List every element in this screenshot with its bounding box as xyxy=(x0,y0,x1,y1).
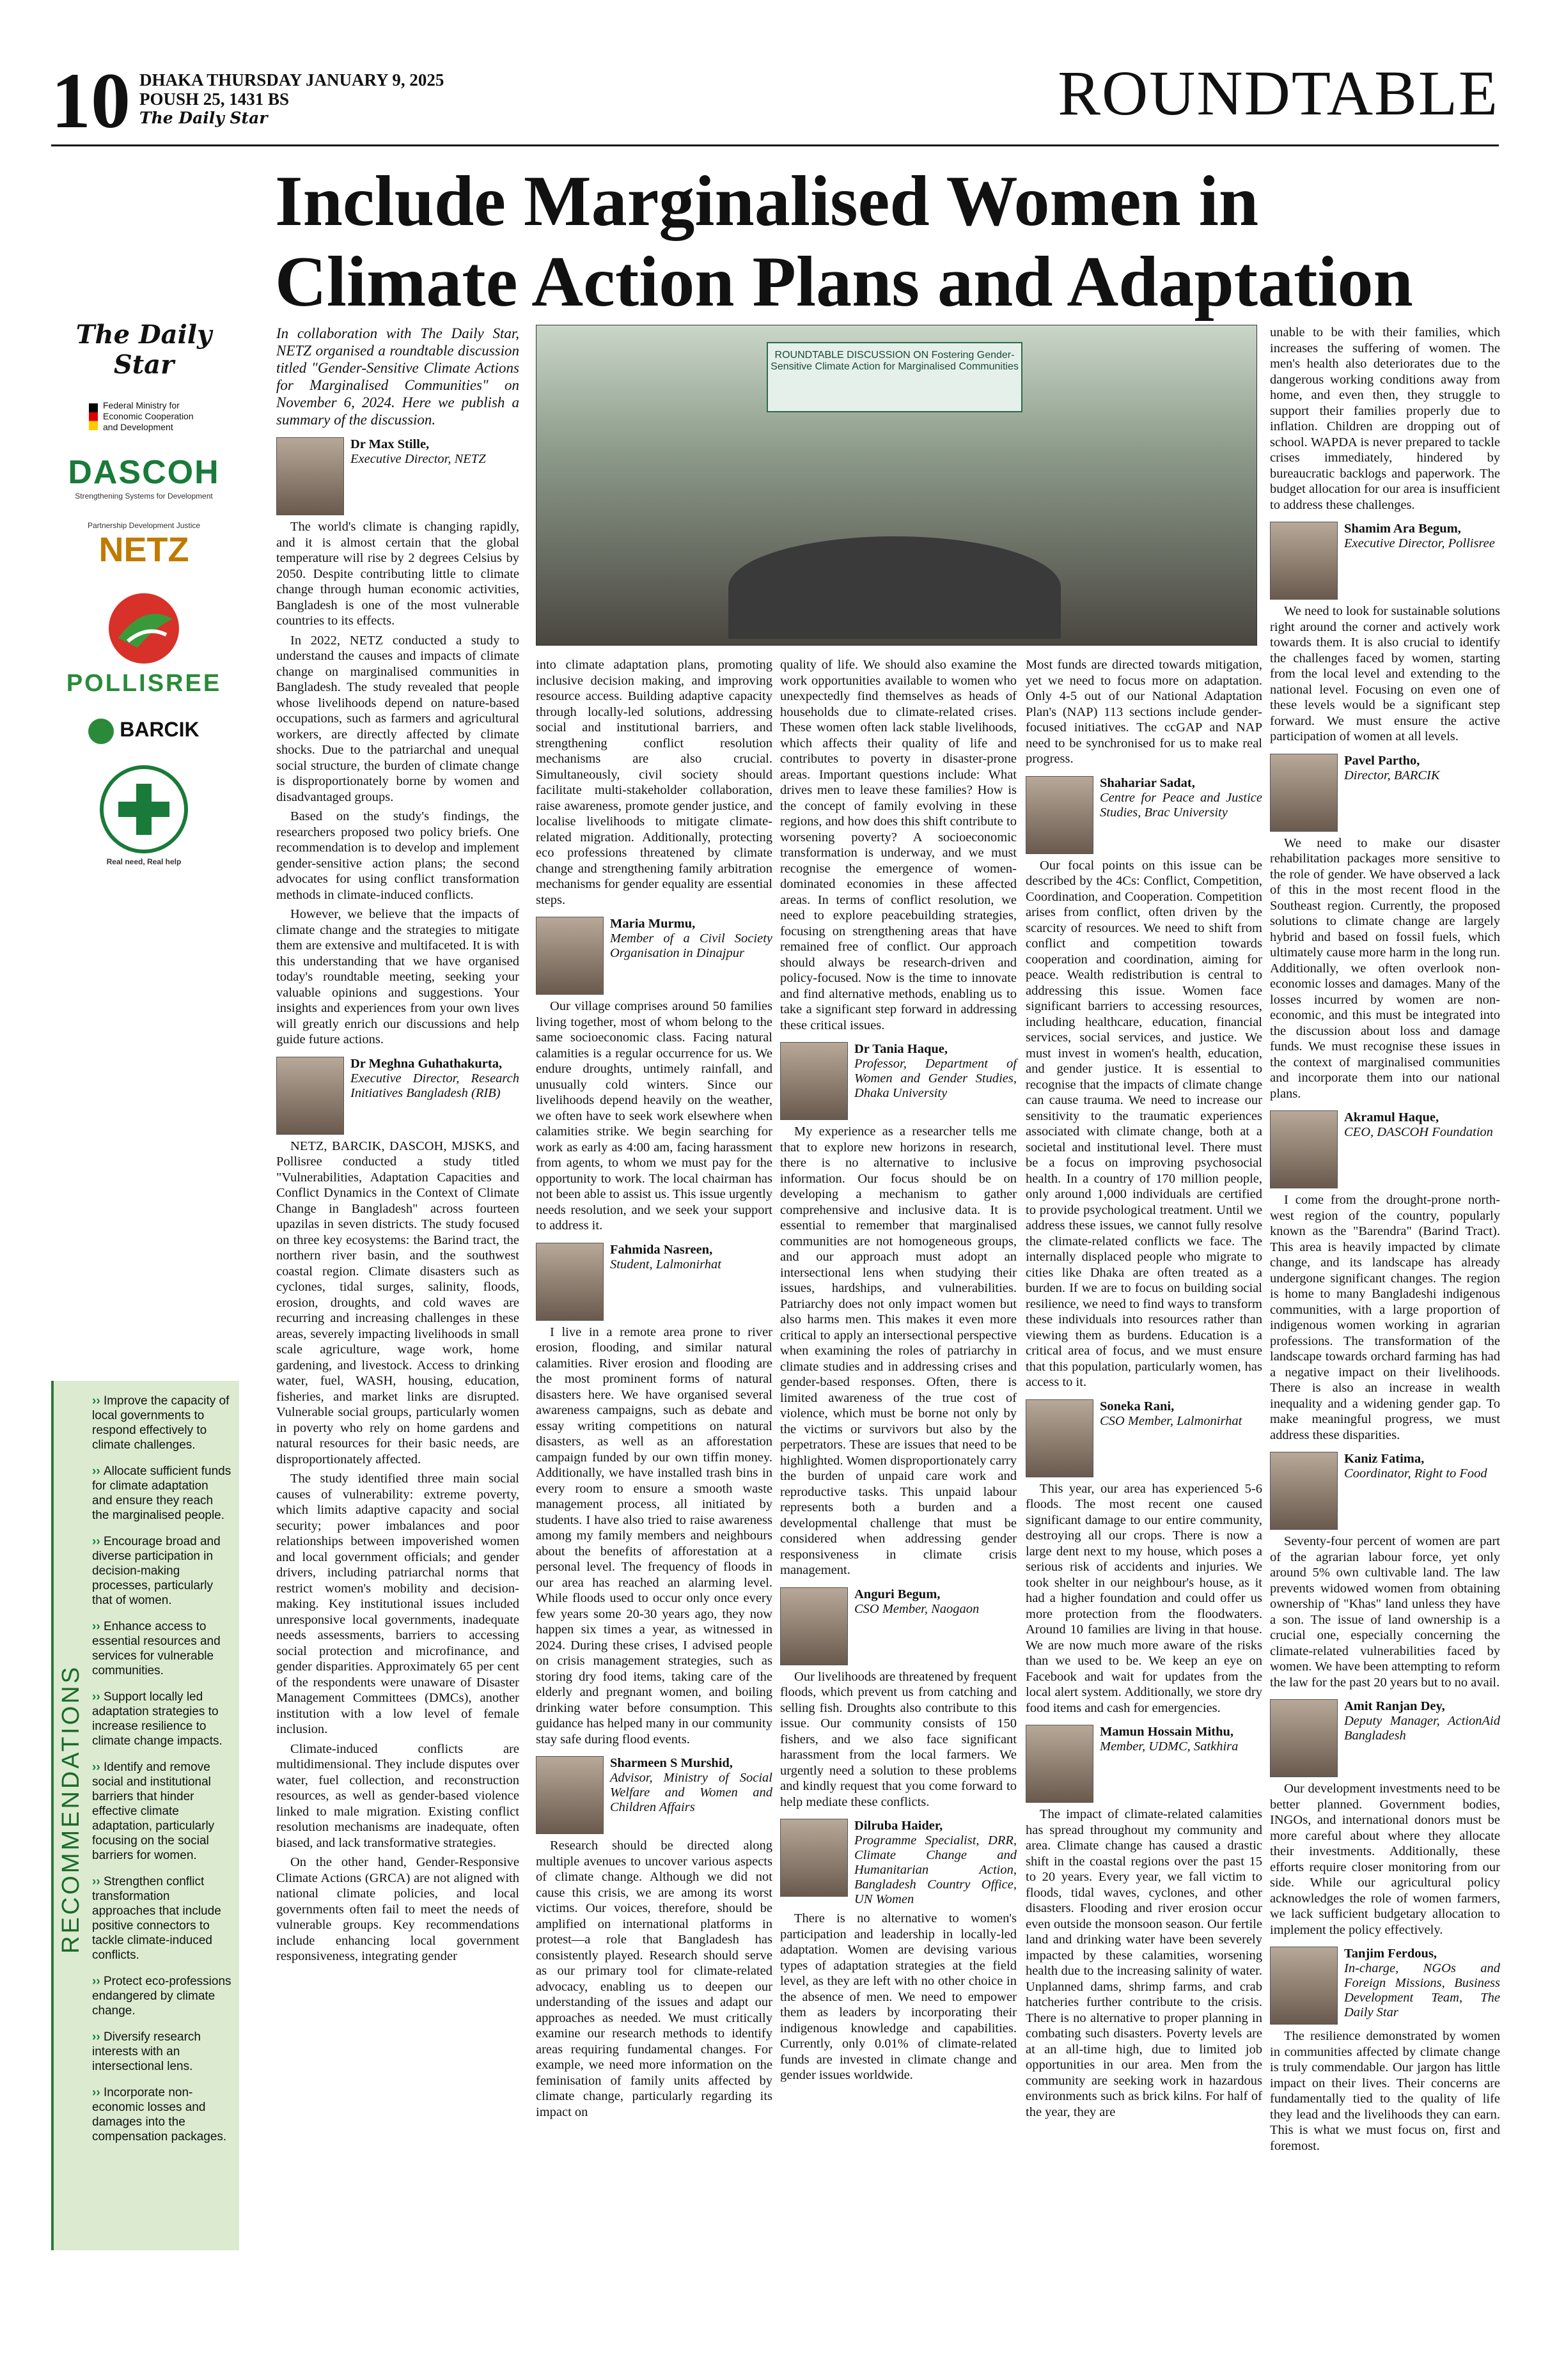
paragraph: The impact of climate-related calamities has spread throughout my community and area. Climate change has caused a drastic shift in the coastal regions over the past 15 to 20 years. Every year, we fall victim to floods, tidal waves, cyclones, and other disasters. Flooding and river erosion occur even outside the monsoon season. Our fertile land and drinking water have been severely impacted by these calamities, worsening health due to the increasing salinity of water. Unplanned dams, shrimp farms, and crab hatcheries further contribute to the crisis. There is no alternative to proper planning in combating such disasters. Poverty levels are at an all-time high, due to limited job opportunities in our area. Men from the community are seeking work in hazardous environments such as brick kilns. For half of the year, they are xyxy=(1026,1807,1262,2119)
speaker-photo xyxy=(536,1243,604,1321)
recommendations-list xyxy=(92,1394,231,2156)
paragraph: NETZ, BARCIK, DASCOH, MJSKS, and Pollisree conducted a study titled "Vulnerabilities, Adaptation Capacities and Conflict Dynamics in the Context of Climate Change in Bangladesh" across fourteen upazilas in seven districts. The study focused on three key ecosystems: the Barind tract, the northern river basin, and the southwest coastal region. Climate disasters such as cyclones, tidal surges, salinity, floods, erosion, droughts, and cold waves are recurring and increasing challenges in these areas, severely impacting livelihoods in small scale agriculture, wage work, home gardening, and livestock. Access to drinking water, fuel, WASH, housing, education, fisheries, and market links are disrupted. Vulnerable social groups, particularly women in poverty who rely on home gardens and natural resources for their basic needs, are disproportionately affected. xyxy=(276,1139,519,1466)
paragraph: Research should be directed along multiple avenues to uncover various aspects of climate change. Although we did not cause this crisis, we are among its worst victims. Our voices, therefore, should be amplified on international platforms in protest—a role that Bangladesh has consistently played. Research should serve as our primary tool for climate-related advocacy, enabling us to deepen our understanding of the issues and adapt our approaches as needed. We must critically examine our research methods to identify areas requiring fundamental changes. For example, we need more information on the feminisation of family units affected by climate change, particularly regarding its impact on xyxy=(536,1839,772,2119)
list-item: ›› Identify and remove social and institutional barriers that hinder effective climate adaptation, particularly focusing on the social barriers for women. xyxy=(92,1761,215,1862)
chevron-right-icon: ›› xyxy=(92,2086,104,2099)
paragraph: The study identified three main social causes of vulnerability: extreme poverty, which limits adaptive capacity and social security; power imbalances and poor relationships between impoverished women and local government officials; and gender drivers, including patriarchal norms that restrict women's mobility and decision-making. Key institutional issues included unresponsive local governments, inadequate needs assessments, barriers to accessing social protection and microfinance, and gender disparities. Approximately 65 per cent of the respondents were unaware of Disaster Management Committees (DMCs), another institution with a low level of female inclusion. xyxy=(276,1472,519,1736)
paragraph: unable to be with their families, which increases the suffering of women. The men's health also deteriorates due to the dangerous working conditions away from home, and even then, they struggle to support their families properly due to inflation. Children are dropping out of school. WAPDA is never prepared to tackle crises immediately, hindered by bureaucratic backlogs and paperwork. The budget allocation for our area is insufficient to address these challenges. xyxy=(1270,325,1500,512)
chevron-right-icon: ›› xyxy=(92,1875,104,1888)
paragraph: On the other hand, Gender-Responsive Climate Actions (GRCA) are not aligned with national climate policies, and local governments often fail to meet the needs of vulnerable groups. Key recommendations include enhancing local government responsiveness, integrating gender xyxy=(276,1855,519,1963)
bmz-logo: Federal Ministry for Economic Cooperation and Development xyxy=(51,400,237,433)
paragraph: Our development investments need to be better planned. Government bodies, INGOs, and international donors must be more careful about where they allocate their investments. Additionally, these efforts require closer monitoring from our side. While our agricultural policy acknowledges the role of women farmers, we lack sufficient budgetary allocation to implement the policy effectively. xyxy=(1270,1782,1500,1937)
paragraph: quality of life. We should also examine the work opportunities available to women who unexpectedly find themselves as heads of households due to climate-related crises. These women often lack stable livelihoods, which affects their quality of life and contributes to poverty in disaster-prone areas. Important questions include: What drives men to leave these families? How is the concept of family evolving in these regions, and how does this shift contribute to worsening poverty? A socioeconomic transformation is underway, and we must recognise the emergence of women-dominated economies in these affected areas. In terms of conflict resolution, we need to explore peacebuilding strategies, focusing on strengthening areas that have remained free of conflict. Our approach should always be research-driven and policy-focused. Now is the time to innovate and find alternative methods, enabling us to take a significant step forward in addressing these critical issues. xyxy=(780,658,1017,1032)
paragraph: I live in a remote area prone to river erosion, flooding, and similar natural calamities. River erosion and flooding are the most prominent forms of natural disasters here. We have organised several awareness campaigns, such as debate and essay writing competitions on natural disasters, as well as an afforestation campaign funded by our own tiffin money. Additionally, we have installed trash bins in every room to ensure a smooth waste management process, all initiated by students. I have also tried to raise awareness among my family members and neighbours about the benefits of afforestation at a personal level. The frequency of floods in our area has reached an alarming level. While floods used to occur only once every few years some 20-30 years ago, they now happen six times a year, as witnessed in 2024. During these crises, I advised people on crisis management strategies, such as storing dry food items, taking care of the elderly and pregnant women, and boiling drinking water before consumption. This guidance has helped many in our community stay safe during flood events. xyxy=(536,1325,772,1746)
speaker-header: Dr Meghna Guhathakurta, Executive Director, Research Initiatives Bangladesh (RIB) xyxy=(276,1057,519,1135)
paragraph: Most funds are directed towards mitigation, yet we need to focus more on adaptation. Only 4-5 out of our National Adaptation Plan's (NAP) 113 sections include gender-focused initiatives. The ccGAP and NAP need to be synchronised for us to make real progress. xyxy=(1026,658,1262,766)
paragraph: Our focal points on this issue can be described by the 4Cs: Conflict, Competition, Coordination, and Cooperation. Competition arises from conflict, often driven by the scarcity of resources. We need to shift from conflict and competition towards cooperation and coordination, aiming for peace. Wealth redistribution is central to addressing this issue. Women face significant barriers to accessing resources, including healthcare, education, financial services, social services, and justice. We must invest in women's health, education, and gender justice. It is essential to recognise that the impacts of climate change can cause trauma. We need to increase our sensitivity to the traumatic experiences associated with climate change, both at a societal and institutional level. There must be a focus on improving psychosocial health. In a country of 170 million people, only around 1,000 individuals are certified to provide psychological treatment. Until we address these issues, we cannot fully resolve the climate-related conflicts we face. The internally displaced people who migrate to cities like Dhaka are often treated as a burden. If we are to focus on building social resilience, we need to find ways to transform these individuals into resources rather than viewing them as burdens. Education is a critical area of focus, and we must ensure that this population, particularly women, has access to it. xyxy=(1026,858,1262,1389)
paragraph: Our livelihoods are threatened by frequent floods, which prevent us from catching and selling fish. Droughts also contribute to this issue. Our community consists of 150 fishers, and we also face significant harassment from the local farmers. We urgently need a solution to these problems and kindly request that you come forward to help mediate these conflicts. xyxy=(780,1669,1017,1809)
list-item: ›› Encourage broad and diverse participation in decision-making processes, particularly that of women. xyxy=(92,1535,221,1607)
speaker-photo xyxy=(536,917,604,995)
speaker-photo xyxy=(1270,1699,1338,1777)
paragraph: My experience as a researcher tells me that to explore new horizons in research, there is no alternative to inclusive information. Our focus should be on developing a mechanism to gather comprehensive and inclusive data. It is essential to remember that marginalised communities are not homogeneous groups, and our approach must adopt an intersectional lens when studying their issues, hardships, and vulnerabilities. Patriarchy does not only impact women but also harms men. This makes it even more critical to apply an intersectional perspective when examining the roles of patriarchy in climate studies and in addressing crises and gender-based responses. Often, there is limited awareness of the true cost of violence, which must be borne not only by the victims or survivors but also by the perpetrators. These are issues that need to be highlighted. Women disproportionately carry the burden of unpaid care work and reproductive tasks. This unpaid labour represents both a burden and a developmental challenge that must be considered when addressing gender responsiveness in climate crisis management. xyxy=(780,1124,1017,1577)
paragraph: In 2022, NETZ conducted a study to understand the causes and impacts of climate change on marginalised communities in Bangladesh. The study revealed that people whose livelihoods depend on nature-based occupations, such as farmers and agricultural workers, are directly affected by climate shocks. Due to the patriarchal and unequal social structure, the burden of climate change is disproportionately borne by women and disadvantaged groups. xyxy=(276,633,519,804)
barcik-logo: BARCIK xyxy=(51,718,237,744)
speaker-photo xyxy=(1026,776,1093,854)
paragraph: This year, our area has experienced 5-6 floods. The most recent one caused significant damage to our entire community, destroying all our crops. There is now a large dent next to my house, which poses a serious risk of accidents and injuries. We took shelter in our neighbour's house, as it had a higher foundation and could offer us more protection from the floodwaters. Around 10 families are living in that house. We are now much more aware of the risks than we used to be. We keep an eye on Facebook and wait for updates from the local alert system. Additionally, we store dry food items and cash for emergencies. xyxy=(1026,1481,1262,1715)
conference-table xyxy=(728,536,1061,639)
sponsor-sidebar xyxy=(51,320,237,2340)
recommendations-title: RECOMMENDATIONS xyxy=(58,1665,84,1954)
date-block xyxy=(139,70,444,128)
list-item: ›› Incorporate non-economic losses and damages into the compensation packages. xyxy=(92,2086,227,2143)
chevron-right-icon: ›› xyxy=(92,1465,104,1478)
header-rule xyxy=(51,144,1499,146)
chevron-right-icon: ›› xyxy=(92,1975,104,1988)
chevron-right-icon: ›› xyxy=(92,1690,104,1704)
netz-logo: Partnership Development Justice NETZ xyxy=(87,521,201,569)
german-flag-icon xyxy=(89,403,98,430)
dascoh-logo: DASCOH Strengthening Systems for Development xyxy=(68,454,220,501)
bengali-date: POUSH 25, 1431 BS xyxy=(139,89,290,109)
list-item: ›› Support locally led adaptation strategies to increase resilience to climate change impacts. xyxy=(92,1690,223,1748)
speaker-photo xyxy=(276,1057,344,1135)
pollisree-logo: POLLISREE xyxy=(51,590,237,697)
barcik-emblem-icon xyxy=(88,719,114,744)
roundtable-photo xyxy=(536,325,1257,646)
list-item: ›› Protect eco-professions endangered by climate change. xyxy=(92,1975,231,2018)
speaker-header: Dr Max Stille, Executive Director, NETZ xyxy=(276,437,519,515)
paragraph: Our village comprises around 50 families living together, most of whom belong to the same socioeconomic class. Facing natural calamities is a regular occurrence for us. We endure droughts, untimely rainfall, and unusually cold winters. Since our livelihoods depend heavily on the weather, we often have to seek work elsewhere when calamities strike. We begin searching for work as early as 4:00 am, facing harassment from agents, to whom we must pay for the opportunity to work. The local chairman has not been able to assist us. This issue urgently needs resolution, and we seek your support to address it. xyxy=(536,999,772,1233)
speaker-photo xyxy=(780,1819,848,1897)
paper-name: The Daily Star xyxy=(139,109,268,127)
speaker-photo xyxy=(1270,1947,1338,2025)
speaker-photo xyxy=(536,1756,604,1834)
paragraph: Based on the study's findings, the researchers proposed two policy briefs. One recommendation is to develop and implement gender-sensitive action plans; the second advocates for using conflict transformation methods in climate-induced conflicts. xyxy=(276,809,519,902)
speaker-photo xyxy=(1026,1725,1093,1803)
column-2: into climate adaptation plans, promoting inclusive decision making, and improving resource access. Building adaptive capacity through locally-led solutions, addressing social and institutional barriers, and strengthening conflict resolution mechanisms are also crucial. Simultaneously, civil society should facilitate multi-stakeholder collaboration, raise awareness, promote gender justice, and localise livelihoods to mitigate climate-related migration. Additionally, protecting eco professions threatened by climate change and strengthening family arbitration mechanisms for gender equality are essential steps. Maria Murmu, Member of a Civil Society Organisation in Dinajpur Our village comprises around 50 families living together, most of whom belong to the same socioeconomic class. Facing natural calamities is a regular occurrence for us. We endure droughts, untimely rainfall, and unusually cold winters. Since our livelihoods depend heavily on the weather, we often have to seek work elsewhere when calamities strike. We begin searching for work as early as 4:00 am, facing harassment from agents, to whom we must pay for the opportunity to work. The local chairman has not been able to assist us. This issue urgently needs resolution, and we seek your support to address it. Fahmida Nasreen, Student, Lalmonirhat I live in a remote area prone to river erosion, flooding, and similar natural calamities. River erosion and flooding are the most prominent forms of natural disasters here. We have organised several awareness campaigns, such as debate and essay writing competitions on natural disasters, as well as an afforestation campaign funded by our own tiffin money. Additionally, we have installed trash bins in every room to ensure a smooth waste management process, all initiated by students. I have also tried to raise awareness among my family members and neighbours about the benefits of afforestation at a personal level. The frequency of floods in our area has reached an alarming level. While floods used to occur only once every few years some 20-30 years ago, they now happen six times a year, as witnessed in 2024. During these crises, I advised people on crisis management strategies, such as storing dry food items, taking care of the elderly and pregnant women, and boiling drinking water before consumption. This guidance has helped many in our community stay safe during flood events. Sharmeen S Murshid, Advisor, Ministry of Social Welfare and Women and Children Affairs Research should be directed along multiple avenues to uncover various aspects of climate change. Although we did not cause this crisis, we are among its worst victims. Our voices, therefore, should be amplified on international platforms in protest—a role that Bangladesh has consistently played. Research should serve as our primary tool for climate-related advocacy, enabling us to deepen our understanding of the issues and adapt our approaches as needed. We must critically examine our research methods to identify areas requiring fundamental changes. For example, we need more information on the feminisation of family units affected by climate change, particularly regarding its impact on xyxy=(536,658,772,2119)
chevron-right-icon: ›› xyxy=(92,1535,104,1548)
list-item: ›› Strengthen conflict transformation approaches that include positive connectors to tackle climate-induced conflicts. xyxy=(92,1875,221,1962)
date-line: DHAKA THURSDAY JANUARY 9, 2025 xyxy=(139,70,444,89)
list-item: ›› Enhance access to essential resources and services for vulnerable communities. xyxy=(92,1620,221,1677)
column-4: Most funds are directed towards mitigation, yet we need to focus more on adaptation. Only 4-5 out of our National Adaptation Plan's (NAP) 113 sections include gender-focused initiatives. The ccGAP and NAP need to be synchronised for us to make real progress. Shahariar Sadat, Centre for Peace and Justice Studies, Brac University Our focal points on this issue can be described by the 4Cs: Conflict, Competition, Coordination, and Cooperation. Competition arises from conflict, often driven by the scarcity of resources. We need to shift from conflict and competition towards cooperation and coordination, aiming for peace. Wealth redistribution is central to addressing this issue. Women face significant barriers to accessing resources, including healthcare, education, financial services, social services, and justice. We must invest in women's health, education, and gender justice. It is essential to recognise that the impacts of climate change can cause trauma. We need to increase our sensitivity to the traumatic experiences associated with climate change, both at a societal and institutional level. There must be a focus on improving psychosocial health. In a country of 170 million people, only around 1,000 individuals are certified to provide psychological treatment. Until we address these issues, we cannot fully resolve the climate-related conflicts we face. The internally displaced people who migrate to cities like Dhaka are often treated as a burden. If we are to focus on building social resilience, we need to find ways to transform these individuals into resources rather than viewing them as burdens. Education is a critical area of focus, and we must ensure that this population, particularly women, has access to it. Soneka Rani, CSO Member, Lalmonirhat This year, our area has experienced 5-6 floods. The most recent one caused significant damage to our entire community, destroying all our crops. There is now a large dent next to my house, which poses a serious risk of accidents and injuries. We took shelter in our neighbour's house, as it had a higher foundation and could offer us more protection from the floodwaters. Around 10 families are living in that house. We are now much more aware of the risks than we used to be. We keep an eye on Facebook and wait for updates from the local alert system. Additionally, we store dry food items and cash for emergencies. Mamun Hossain Mithu, Member, UDMC, Satkhira The impact of climate-related calamities has spread throughout my community and area. Climate change has caused a drastic shift in the coastal regions over the past 15 to 20 years. Every year, we fall victim to floods, tidal waves, cyclones, and other disasters. Flooding and river erosion occur even outside the monsoon season. Our fertile land and drinking water have been severely impacted by these calamities, worsening health due to the increasing salinity of water. Unplanned dams, shrimp farms, and crab hatcheries further contribute to the crisis. There is no alternative to proper planning in combating such disasters. Poverty levels are at an all-time high, due to limited job opportunities in our area. Men from the community are seeking work in hazardous environments such as brick kilns. For half of the year, they are xyxy=(1026,658,1262,2119)
paragraph: I come from the drought-prone north-west region of the country, popularly known as the "Barendra" (Barind Tract). This area is heavily impacted by climate change, and its landscape has already undergone significant changes. The region is home to many Bangladeshi indigenous communities, with a large proportion of indigenous women working in agrarian professions. The transformation of the landscape towards orchard farming has had a negative impact on their livelihoods. There is also an increase in wealth inequality and a widening gender gap. To make meaningful progress, we must address these disparities. xyxy=(1270,1193,1500,1442)
paragraph: Climate-induced conflicts are multidimensional. They include disputes over water, fuel collection, and reconstruction resources, as well as gender-based violence linked to male migration. Existing conflict resolution mechanisms are inadequate, often biased, and lack transformative strategies. xyxy=(276,1741,519,1850)
paragraph: However, we believe that the impacts of climate change and the strategies to mitigate them are extensive and multifaceted. It is with this understanding that we have organised today's roundtable meeting, seeking your valuable opinions and suggestions. Your insights and experiences from your own lives will greatly enrich our discussions and help guide future actions. xyxy=(276,907,519,1046)
speaker-photo xyxy=(1026,1399,1093,1477)
mjsks-logo: Real need, Real help xyxy=(51,765,237,866)
paragraph: We need to look for sustainable solutions right around the corner and actively work towards them. It is also crucial to identify the challenges faced by women, starting from the local level and extending to the national level. Focusing on even one of these levels would be a significant step forward. We must ensure the active participation of women at all levels. xyxy=(1270,604,1500,743)
list-item: ›› Diversify research interests with an intersectional lens. xyxy=(92,2030,201,2073)
list-item: ›› Improve the capacity of local governments to respond effectively to climate challenges. xyxy=(92,1394,230,1452)
paragraph: The world's climate is changing rapidly, and it is almost certain that the global temperature will rise by 2 degrees Celsius by 2050. Despite contributing little to climate change through human economic activities, Bangladesh is one of the most vulnerable countries to its effects. xyxy=(276,520,519,628)
mjsks-emblem-icon xyxy=(99,765,189,854)
list-item: ›› Allocate sufficient funds for climate adaptation and ensure they reach the marginalised people. xyxy=(92,1465,231,1522)
bird-icon xyxy=(93,590,195,667)
paragraph: The resilience demonstrated by women in communities affected by climate change is truly commendable. Our jargon has little impact on their lives. Their concerns are fundamentally tied to the quality of life they lead and the livelihoods they can earn. This is what we must focus on, first and foremost. xyxy=(1270,2029,1500,2153)
event-banner: ROUNDTABLE DISCUSSION ON Fostering Gender-Sensitive Climate Action for Marginalised Communities xyxy=(767,342,1022,412)
column-1 xyxy=(276,325,519,1968)
speaker-photo xyxy=(1270,522,1338,600)
intro-text: In collaboration with The Daily Star, NETZ organised a roundtable discussion titled "Gender-Sensitive Climate Actions for Marginalised Communities" on November 6, 2024. Here we publish a summary of the discussion. xyxy=(276,325,519,428)
chevron-right-icon: ›› xyxy=(92,2030,104,2044)
page-number: 10 xyxy=(51,57,130,144)
chevron-right-icon: ›› xyxy=(92,1394,104,1408)
chevron-right-icon: ›› xyxy=(92,1620,104,1633)
speaker-photo xyxy=(780,1042,848,1120)
recommendations-box xyxy=(51,1381,239,2250)
speaker-photo xyxy=(276,437,344,515)
speaker-photo xyxy=(1270,1110,1338,1188)
column-3: quality of life. We should also examine the work opportunities available to women who unexpectedly find themselves as heads of households due to climate-related crises. These women often lack stable livelihoods, which affects their quality of life and contributes to poverty in disaster-prone areas. Important questions include: What drives men to leave these families? How is the concept of family evolving in these regions, and how does this shift contribute to worsening poverty? A socioeconomic transformation is underway, and we must recognise the emergence of women-dominated economies in these affected areas. In terms of conflict resolution, we need to explore peacebuilding strategies, focusing on strengthening areas that have remained free of conflict. Our approach should always be research-driven and policy-focused. Now is the time to innovate and find alternative methods, enabling us to take a significant step forward in addressing these critical issues. Dr Tania Haque, Professor, Department of Women and Gender Studies, Dhaka University My experience as a researcher tells me that to explore new horizons in research, there is no alternative to inclusive information. Our focus should be on developing a mechanism to gather comprehensive and inclusive data. It is essential to remember that marginalised communities are not homogeneous groups, and our approach must adopt an intersectional lens when studying their issues, hardships, and vulnerabilities. Patriarchy does not only impact women but also harms men. This makes it even more critical to apply an intersectional perspective when examining the roles of patriarchy in climate studies and in addressing crises and gender-based responses. Often, there is limited awareness of the true cost of violence, which must be borne not only by the victims or survivors but also by the perpetrators. These are issues that need to be highlighted. Women disproportionately carry the burden of unpaid care work and reproductive tasks. This unpaid labour represents both a burden and a developmental challenge that must be considered when addressing gender responsiveness in climate crisis management. Anguri Begum, CSO Member, Naogaon Our livelihoods are threatened by frequent floods, which prevent us from catching and selling fish. Droughts also contribute to this issue. Our community consists of 150 fishers, and we also face significant harassment from the local farmers. We urgently need a solution to these problems and kindly request that you come forward to help mediate these conflicts. Dilruba Haider, Programme Specialist, DRR, Climate Change and Humanitarian Action, Bangladesh Country Office, UN Women There is no alternative to women's participation and leadership in locally-led adaptation. Women are devising various types of adaptation strategies at the field level, as they are left with no other choice in the absence of men. We need to empower them as leaders by incorporating their indigenous knowledge and capabilities. Currently, only 0.01% of climate-related funds are invested in climate change and gender issues worldwide. xyxy=(780,658,1017,2082)
paragraph: There is no alternative to women's participation and leadership in locally-led adaptation. Women are devising various types of adaptation strategies at the field level, as they are left with no other choice in the absence of men. We need to empower them as leaders by incorporating their indigenous knowledge and capabilities. Currently, only 0.01% of climate-related funds are invested in climate change and gender issues worldwide. xyxy=(780,1911,1017,2082)
speaker-photo xyxy=(1270,1452,1338,1530)
speaker-photo xyxy=(780,1587,848,1665)
daily-star-logo: The Daily Star xyxy=(75,320,212,380)
speaker-photo xyxy=(1270,754,1338,832)
chevron-right-icon: ›› xyxy=(92,1761,104,1774)
paragraph: We need to make our disaster rehabilitation packages more sensitive to the role of gender. We have observed a lack of this in the most recent flood in the Southeast region. Currently, the proposed solutions to climate change are largely hybrid and based on fossil fuels, which ultimately cause more harm in the long run. Additionally, we often overlook non-economic losses and damages. Many of the losses incurred by women are non-economic, and this must be integrated into the discussion about loss and damage funds. We must recognise these issues in the context of marginalised communities and incorporate them into our national plans. xyxy=(1270,836,1500,1101)
column-5: unable to be with their families, which increases the suffering of women. The men's health also deteriorates due to the dangerous working conditions away from home, and even then, they struggle to support their families properly due to inflation. Children are dropping out of school. WAPDA is never prepared to tackle crises immediately, hindered by bureaucratic backlogs and paperwork. The budget allocation for our area is insufficient to address these challenges. Shamim Ara Begum, Executive Director, Pollisree We need to look for sustainable solutions right around the corner and actively work towards them. It is also crucial to identify the challenges faced by women, starting from the local level and extending to the national level. Focusing on even one of these levels would be a significant step forward. We must ensure the active participation of women at all levels. Pavel Partho, Director, BARCIK We need to make our disaster rehabilitation packages more sensitive to the role of gender. We have observed a lack of this in the most recent flood in the Southeast region. Currently, the proposed solutions to climate change are largely hybrid and based on fossil fuels, which ultimately cause more harm in the long run. Additionally, we often overlook non-economic losses and damages. Many of the losses incurred by women are non-economic, and this must be integrated into the discussion about loss and damage funds. We must recognise these issues in the context of marginalised communities and incorporate them into our national plans. Akramul Haque, CEO, DASCOH Foundation I come from the drought-prone north-west region of the country, popularly known as the "Barendra" (Barind Tract). This area is heavily impacted by climate change, and its landscape has already undergone significant changes. The region is home to many Bangladeshi indigenous communities, with a large proportion of indigenous women working in agrarian professions. The transformation of the landscape towards orchard farming has had a negative impact on their livelihoods. There is also an increase in wealth inequality and a widening gender gap. To make meaningful progress, we must address these disparities. Kaniz Fatima, Coordinator, Right to Food Seventy-four percent of women are part of the agrarian labour force, yet only around 5% own cultivable land. The law prevents widowed women from obtaining ownership of "Khas" land unless they have a son. The issue of land ownership is a crucial one, especially concerning the climate-related vulnerabilities faced by women. We have been attempting to reform the law for the past 20 years but to no avail. Amit Ranjan Dey, Deputy Manager, ActionAid Bangladesh Our development investments need to be better planned. Government bodies, INGOs, and international donors must be more careful about where they allocate their investments. Additionally, these efforts require closer monitoring from our side. While our agricultural policy acknowledges the role of women farmers, we lack sufficient budgetary allocation to implement the policy effectively. Tanjim Ferdous, In-charge, NGOs and Foreign Missions, Business Development Team, The Daily Star The resilience demonstrated by women in communities affected by climate change is truly commendable. Our jargon has little impact on their lives. Their concerns are fundamentally tied to the quality of life they lead and the livelihoods they can earn. This is what we must focus on, first and foremost. xyxy=(1270,325,1500,2153)
section-title: ROUNDTABLE xyxy=(1058,58,1499,128)
paragraph: Seventy-four percent of women are part of the agrarian labour force, yet only around 5% own cultivable land. The law prevents widowed women from obtaining ownership of "Khas" land unless they have a son. The issue of land ownership is a crucial one, especially concerning the climate-related vulnerabilities faced by women. We have been attempting to reform the law for the past 20 years but to no avail. xyxy=(1270,1534,1500,1690)
headline: Include Marginalised Women in Climate Action Plans and Adaptation xyxy=(275,162,1413,322)
paragraph: into climate adaptation plans, promoting inclusive decision making, and improving resource access. Building adaptive capacity through locally-led solutions, addressing social and institutional barriers, and strengthening conflict resolution mechanisms are also crucial. Simultaneously, civil society should facilitate multi-stakeholder collaboration, raise awareness, promote gender justice, and localise livelihoods to mitigate climate-related migration. Additionally, protecting eco professions threatened by climate change and strengthening family arbitration mechanisms for gender equality are essential steps. xyxy=(536,658,772,907)
